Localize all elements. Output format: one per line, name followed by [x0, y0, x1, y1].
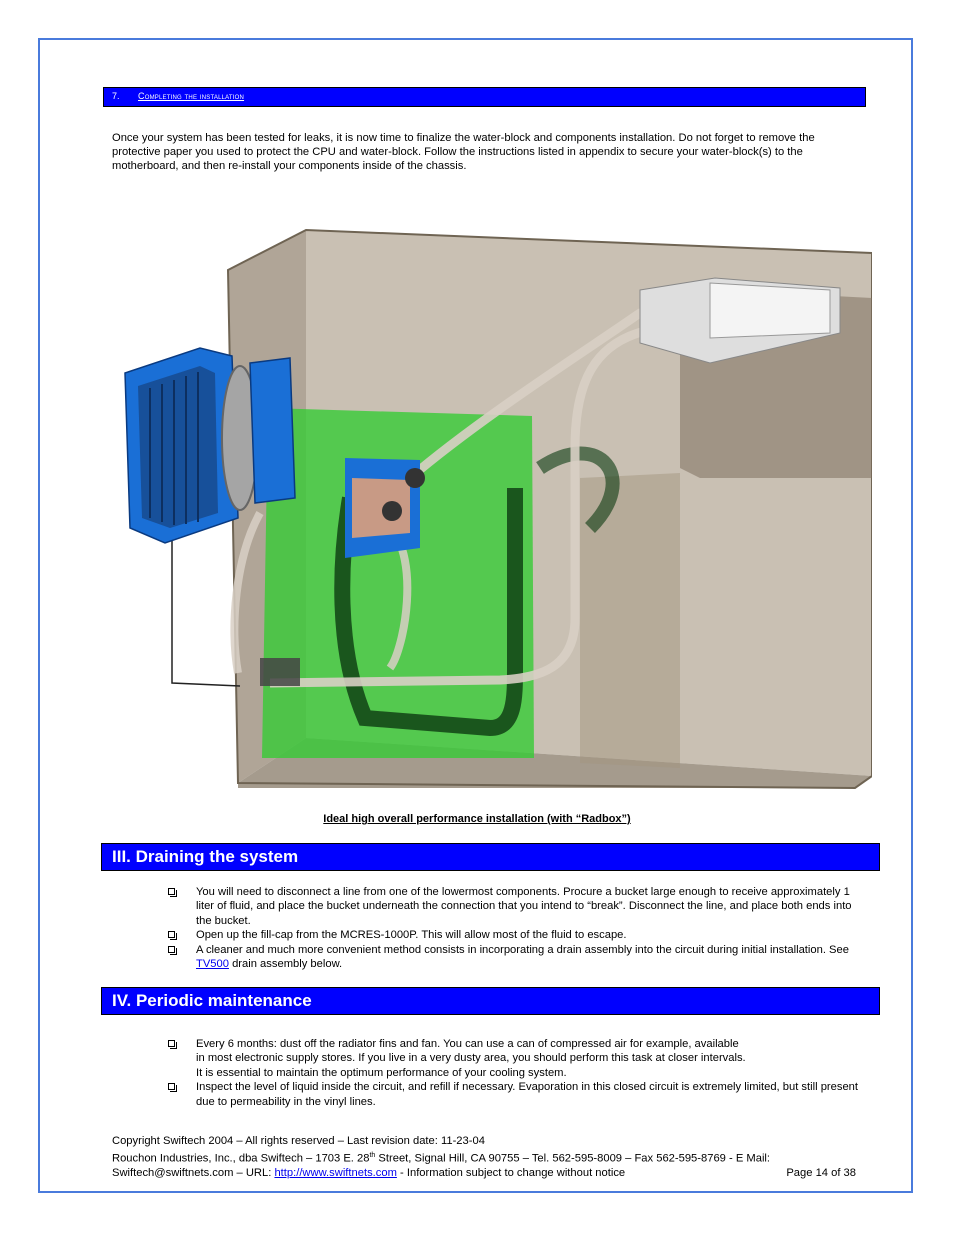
cable	[172, 518, 240, 686]
subsection-title: Completing the installation	[138, 91, 245, 101]
list-item	[166, 885, 866, 928]
bullet-text: Open up the fill-cap from the MCRES-1000P. This will allow most of the fluid to escape.	[196, 929, 627, 942]
figure-caption: Ideal high overall performance installation (with “Radbox”)	[323, 813, 631, 825]
website-link[interactable]: http://www.swiftnets.com	[274, 1166, 397, 1179]
subsection-heading-bar	[103, 87, 866, 107]
bullet-text: Inspect the level of liquid inside the circuit, and refill if necessary. Evaporation in this closed circuit is extremely limited, but still present due to permeability in the vinyl lines.	[196, 1081, 859, 1108]
bottom-fitting	[260, 658, 300, 686]
footer-address-rest: Street, Signal Hill, CA 90755 – Tel. 562-595-8009 – Fax 562-595-8769 - E Mail:	[375, 1152, 771, 1165]
section-heading-maintenance: IV. Periodic maintenance	[101, 987, 880, 1015]
subsection-number: 7.	[112, 91, 120, 101]
intro-paragraph: Once your system has been tested for leaks, it is now time to finalize the water-block and components installation. Do not forget to remove the protective paper you used to protect the CPU and water-block. Follow the instructions listed in appendix to secure your water-block(s) to the motherboard, and then re-install your components inside of the chassis.	[112, 132, 815, 173]
draining-bullet-list	[166, 885, 866, 971]
bullet-text: A cleaner and much more convenient method consists in incorporating a drain assembly into the circuit during initial installation. See	[196, 943, 849, 956]
footer-contact	[112, 1166, 862, 1181]
checkbox-bullet-icon	[168, 931, 175, 938]
checkbox-bullet-icon	[168, 888, 175, 895]
footer-notice: - Information subject to change without notice	[396, 1166, 626, 1179]
waterblock-fitting	[405, 468, 425, 488]
drive-face	[710, 283, 830, 338]
radbox-bracket	[250, 358, 295, 503]
footer-ordinal: th	[369, 1151, 376, 1159]
page-number: Page 14 of 38	[786, 1166, 856, 1179]
bullet-text: You will need to disconnect a line from one of the lowermost components. Procure a bucket large enough to receive approximately 1 liter of fluid, and place the bucket underneath the connection that you intend to “break”. Disconnect the line, and place both ends into the bucket.	[196, 886, 852, 927]
footer-address	[112, 1149, 862, 1166]
bullet-line: in most electronic supply stores. If you live in a very dusty area, you should perform this task at closer intervals.	[196, 1052, 746, 1065]
section-heading-draining: III. Draining the system	[101, 843, 880, 871]
maintenance-bullet-list	[166, 1037, 866, 1109]
installation-illustration	[120, 228, 872, 798]
footer-email: Swiftech@swiftnets.com – URL:	[112, 1166, 275, 1179]
tv500-link[interactable]: TV500	[196, 958, 229, 971]
footer-copyright: Copyright Swiftech 2004 – All rights reserved – Last revision date: 11-23-04	[112, 1135, 485, 1147]
list-item	[166, 1037, 866, 1080]
waterblock-fitting-2	[382, 501, 402, 521]
list-item	[166, 1080, 866, 1109]
checkbox-bullet-icon	[168, 946, 175, 953]
list-item	[166, 928, 866, 942]
footer-address-text: Rouchon Industries, Inc., dba Swiftech – 1703 E. 28	[112, 1152, 370, 1165]
bullet-text-tail: drain assembly below.	[228, 958, 343, 971]
list-item	[166, 943, 866, 972]
bullet-line: It is essential to maintain the optimum performance of your cooling system.	[196, 1066, 567, 1079]
checkbox-bullet-icon	[168, 1083, 175, 1090]
page-footer	[112, 1134, 862, 1180]
bullet-line: Every 6 months: dust off the radiator fins and fan. You can use a can of compressed air for example, available	[196, 1038, 739, 1050]
checkbox-bullet-icon	[168, 1040, 175, 1047]
